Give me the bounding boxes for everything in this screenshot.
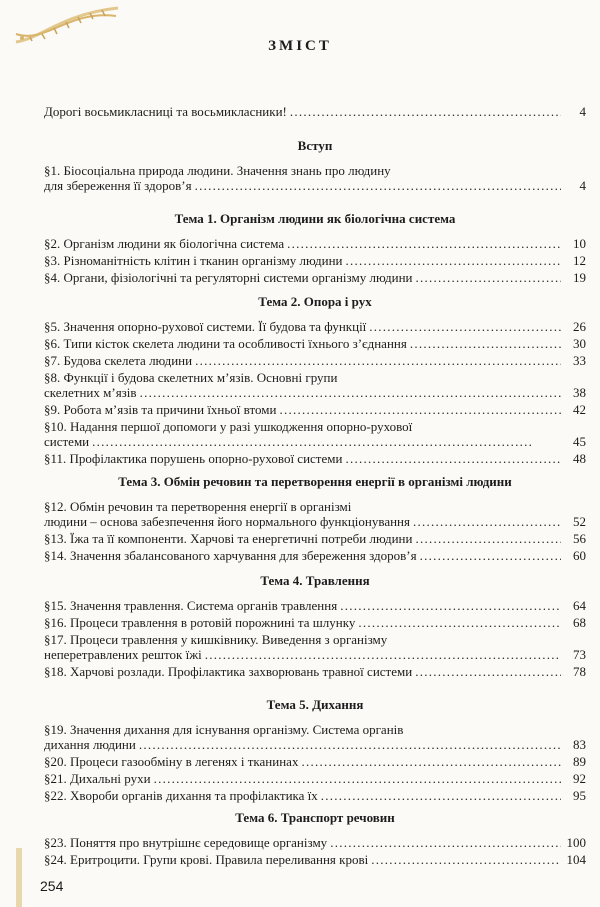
toc-entry-text: §16. Процеси травлення в ротовій порожнині та шлунку <box>44 615 356 630</box>
dot-leader <box>415 531 561 546</box>
toc-entry-text: людини – основа забезпечення його нормального функціонування <box>44 514 410 529</box>
toc-entry[interactable] <box>44 664 586 679</box>
toc-entry-text: §7. Будова скелета людини <box>44 353 193 368</box>
toc-entry-text: §3. Різноманітність клітин і тканин організму людини <box>44 253 343 268</box>
dot-leader <box>139 737 561 752</box>
section-heading: Тема 3. Обмін речовин та перетворення енергії в організмі людини <box>118 474 512 489</box>
toc-entry-text: §21. Дихальні рухи <box>44 771 151 786</box>
toc-entry-text: §8. Функції і будова скелетних м’язів. Основні групи <box>44 370 338 385</box>
toc-entry-text: §4. Органи, фізіологічні та регуляторні системи організму людини <box>44 270 413 285</box>
toc-entry[interactable] <box>44 419 586 449</box>
toc-entry-line <box>44 632 586 647</box>
toc-entry-line <box>44 270 586 285</box>
toc-entry-line <box>44 514 586 529</box>
toc-page-number: 52 <box>573 514 586 529</box>
toc-entry-line <box>44 385 586 400</box>
toc-entry-line <box>44 370 586 385</box>
toc-entry-line <box>44 236 586 251</box>
toc-entry-line <box>44 771 586 786</box>
toc-entry[interactable] <box>44 835 586 850</box>
toc-page-number: 104 <box>566 852 586 867</box>
toc-entry-line <box>44 531 586 546</box>
toc-page-number: 73 <box>573 647 586 662</box>
toc-entry[interactable] <box>44 722 586 752</box>
dot-leader <box>195 353 561 368</box>
toc-entry-text: §2. Організм людини як біологічна система <box>44 236 285 251</box>
toc-page-number: 4 <box>579 178 586 193</box>
toc-entry-text: для збереження її здоров’я <box>44 178 192 193</box>
toc-entry-line <box>44 754 586 769</box>
toc-entry[interactable] <box>44 598 586 613</box>
toc-page-number: 38 <box>573 385 586 400</box>
toc-entry[interactable] <box>44 402 586 417</box>
dot-leader <box>345 451 561 466</box>
dot-leader <box>415 664 561 679</box>
toc-page-number: 19 <box>573 270 586 285</box>
toc-page-number: 45 <box>573 434 586 449</box>
toc-entry[interactable] <box>44 270 586 285</box>
toc-entry-text: §22. Хвороби органів дихання та профілактика їх <box>44 788 318 803</box>
toc-entry-text: §10. Надання першої допомоги у разі ушкодження опорно-рухової <box>44 419 413 434</box>
dot-leader <box>279 402 561 417</box>
dot-leader <box>154 771 561 786</box>
toc-entry-line <box>44 104 586 119</box>
toc-entry-text: системи <box>44 434 90 449</box>
dot-leader <box>410 336 561 351</box>
toc-entry-line <box>44 402 586 417</box>
toc-entry-text: неперетравлених решток їжі <box>44 647 202 662</box>
toc-entry[interactable] <box>44 531 586 546</box>
toc-entry-text: §13. Їжа та її компоненти. Харчові та енергетичні потреби людини <box>44 531 413 546</box>
toc-entry-line <box>44 178 586 193</box>
toc-entry-line <box>44 598 586 613</box>
dot-leader <box>140 385 561 400</box>
toc-page-number: 78 <box>573 664 586 679</box>
toc-entry[interactable] <box>44 548 586 563</box>
toc-entry-line <box>44 722 586 737</box>
dot-leader <box>369 319 561 334</box>
dot-leader <box>330 835 561 850</box>
section-heading: Тема 4. Травлення <box>260 573 370 588</box>
toc-page-number: 95 <box>573 788 586 803</box>
section-heading: Тема 5. Дихання <box>266 697 364 712</box>
toc-entry-line <box>44 319 586 334</box>
toc-entry-line <box>44 737 586 752</box>
dot-leader <box>301 754 561 769</box>
toc-page-number: 83 <box>573 737 586 752</box>
toc-page-number: 64 <box>573 598 586 613</box>
dot-leader <box>287 236 561 251</box>
toc-entry[interactable] <box>44 163 586 193</box>
toc-entry-text: §12. Обмін речовин та перетворення енергії в організмі <box>44 499 352 514</box>
dot-leader <box>205 647 561 662</box>
toc-entry[interactable] <box>44 754 586 769</box>
toc-entry-text: §6. Типи кісток скелета людини та особливості їхнього з’єднання <box>44 336 407 351</box>
toc-entry[interactable] <box>44 451 586 466</box>
toc-entry-text: §23. Поняття про внутрішнє середовище організму <box>44 835 328 850</box>
toc-entry-text: §24. Еритроцити. Групи крові. Правила переливання крові <box>44 852 369 867</box>
toc-entry-text: §11. Профілактика порушень опорно-рухової системи <box>44 451 343 466</box>
toc-entry[interactable] <box>44 632 586 662</box>
toc-entry-text: §1. Біосоціальна природа людини. Значення знань про людину <box>44 163 391 178</box>
toc-entry-text: Дорогі восьмикласниці та восьмикласники! <box>44 104 287 119</box>
toc-page-number: 4 <box>579 104 586 119</box>
dot-leader <box>358 615 561 630</box>
dot-leader <box>321 788 561 803</box>
toc-entry[interactable] <box>44 852 586 867</box>
toc-entry[interactable] <box>44 615 586 630</box>
toc-entry-text: §9. Робота м’язів та причини їхньої втоми <box>44 402 277 417</box>
section-heading: Тема 1. Організм людини як біологічна система <box>174 211 456 226</box>
dot-leader <box>345 253 561 268</box>
toc-page-number: 33 <box>573 353 586 368</box>
toc-entry[interactable] <box>44 236 586 251</box>
dot-leader <box>413 514 561 529</box>
toc-page-number: 92 <box>573 771 586 786</box>
toc-entry-text: дихання людини <box>44 737 136 752</box>
dot-leader <box>416 270 562 285</box>
toc-page-number: 56 <box>573 531 586 546</box>
toc-entry-text: §19. Значення дихання для існування організму. Система органів <box>44 722 404 737</box>
toc-entry-line <box>44 615 586 630</box>
section-heading: Тема 2. Опора і рух <box>258 294 372 309</box>
toc-entry-text: §17. Процеси травлення у кишківнику. Виведення з організму <box>44 632 388 647</box>
toc-entry[interactable] <box>44 499 586 529</box>
toc-title: ЗМІСТ <box>268 38 332 54</box>
dot-leader <box>92 434 561 449</box>
toc-entry-line <box>44 835 586 850</box>
toc-page-number: 42 <box>573 402 586 417</box>
section-heading: Тема 6. Транспорт речовин <box>235 810 395 825</box>
toc-entry-line <box>44 499 586 514</box>
page-number: 254 <box>40 878 64 894</box>
toc-page-number: 89 <box>573 754 586 769</box>
toc-entry-line <box>44 353 586 368</box>
toc-entry-line <box>44 788 586 803</box>
toc-entry[interactable] <box>44 104 586 119</box>
toc-entry-text: §20. Процеси газообміну в легенях і тканинах <box>44 754 299 769</box>
toc-entry[interactable] <box>44 336 586 351</box>
toc-entry[interactable] <box>44 788 586 803</box>
toc-entry[interactable] <box>44 253 586 268</box>
toc-entry-text: §15. Значення травлення. Система органів травлення <box>44 598 338 613</box>
toc-entry-text: скелетних м’язів <box>44 385 137 400</box>
toc-entry-line <box>44 852 586 867</box>
toc-page-number: 48 <box>573 451 586 466</box>
toc-page-number: 26 <box>573 319 586 334</box>
dot-leader <box>195 178 561 193</box>
toc-entry-line <box>44 664 586 679</box>
dot-leader <box>420 548 561 563</box>
toc-entry-text: §18. Харчові розлади. Профілактика захворювань травної системи <box>44 664 413 679</box>
toc-page-number: 10 <box>573 236 586 251</box>
toc-page-number: 12 <box>573 253 586 268</box>
dot-leader <box>340 598 561 613</box>
dot-leader <box>371 852 561 867</box>
dot-leader <box>290 104 561 119</box>
toc-entry-line <box>44 419 586 434</box>
toc-entry-line <box>44 434 586 449</box>
toc-entry-text: §5. Значення опорно-рухової системи. Її будова та функції <box>44 319 367 334</box>
toc-page-number: 30 <box>573 336 586 351</box>
toc-page-number: 68 <box>573 615 586 630</box>
page-edge-decoration <box>16 848 22 907</box>
toc-entry[interactable] <box>44 771 586 786</box>
toc-entry-text: §14. Значення збалансованого харчування для збереження здоров’я <box>44 548 417 563</box>
toc-page-number: 60 <box>573 548 586 563</box>
toc-entry-line <box>44 548 586 563</box>
toc-entry[interactable] <box>44 370 586 400</box>
toc-entry-line <box>44 336 586 351</box>
section-heading: Вступ <box>297 138 333 153</box>
toc-entry-line <box>44 253 586 268</box>
toc-page-number: 100 <box>566 835 586 850</box>
toc-entry[interactable] <box>44 319 586 334</box>
toc-entry-line <box>44 451 586 466</box>
toc-entry-line <box>44 163 586 178</box>
toc-entry[interactable] <box>44 353 586 368</box>
toc-entry-line <box>44 647 586 662</box>
